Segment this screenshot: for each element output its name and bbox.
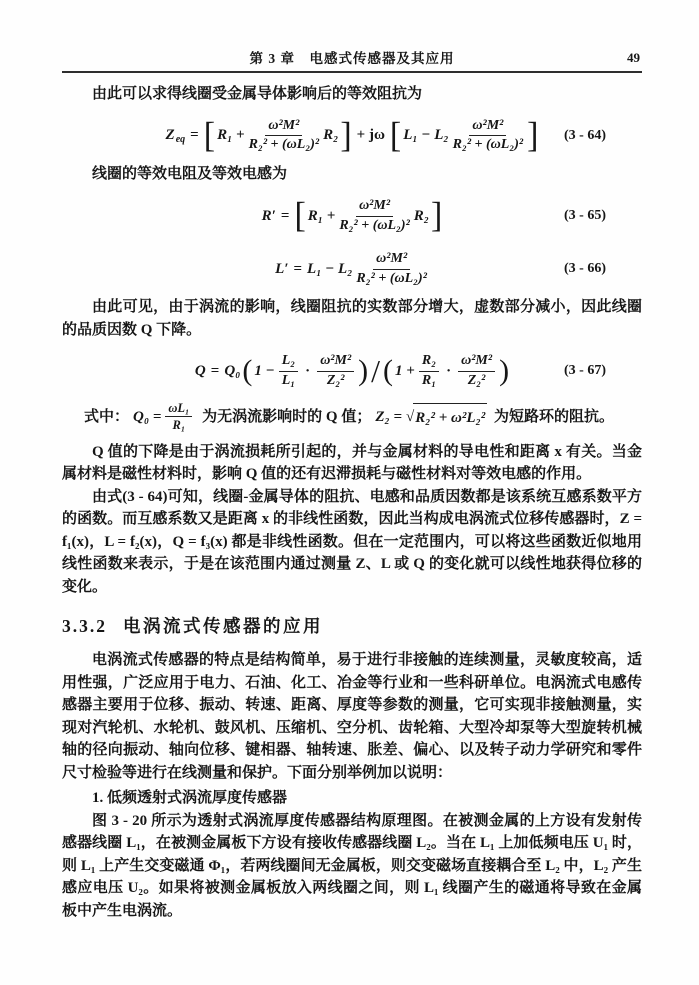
fraction-numerator: ω²M² <box>265 118 302 136</box>
fraction <box>249 118 319 153</box>
page-number: 49 <box>627 50 640 65</box>
math-term: R₂ <box>413 207 430 224</box>
fraction-denominator: Z₂² <box>467 372 486 388</box>
fraction-numerator: ω²M² <box>373 251 410 269</box>
equation-3-64 <box>62 111 642 161</box>
equation-3-66-body <box>274 251 430 286</box>
paragraph-fig320: 图 3 - 20 所示为透射式涡流厚度传感器结构原理图。在被测金属的上方设有发射传感器线圈 L₁，在被测金属板下方设有接收传感器线圈 L₂。当在 L₁ 上加低频电压 U₁ 时，则 L₁ 上产生交变磁通 Φ₁，若两线圈间无金属板，则交变磁场直接耦合至 L₂ 中，L₂ 产生感应电压 U₂。如果将被测金属板放入两线圈之间，则 L₁ 线圈产生的磁通将导致在金属板中产生电涡流。 <box>62 812 642 919</box>
fraction-numerator: ω²M² <box>469 118 506 136</box>
math-symbol: L′ <box>275 260 289 277</box>
paragraph-q-loss: Q 值的下降是由于涡流损耗所引起的，并与金属材料的导电性和距离 x 有关。当金属材料是磁性材料时，影响 Q 值的还有迟滞损耗与磁性材料对等效电感的作用。 <box>62 443 642 483</box>
radical-sign: √ <box>406 408 415 425</box>
inline-math-q0 <box>132 401 195 433</box>
section-title: 电涡流式传感器的应用 <box>123 616 323 637</box>
equals-sign: = <box>210 362 220 379</box>
equation-3-65-body: R′ = [ R₁ + $\frac{\text{ω²M²}}{\text{R₂² + (ωL₂)²}}$ R₂ ] <box>261 196 443 235</box>
sqrt-content: R₂² + ω²L₂² <box>413 403 487 430</box>
equation-3-65 <box>62 192 642 240</box>
fraction-denominator: R₂² + (ωL₂)² <box>452 137 524 152</box>
fraction <box>453 118 523 153</box>
equals-sign: = <box>280 207 290 224</box>
inline-math-z2 <box>374 403 487 430</box>
equation-number: (3 - 67) <box>564 363 606 378</box>
fraction <box>419 353 439 388</box>
math-symbol: R′ <box>261 207 276 224</box>
math-term: Q₀ = <box>133 408 162 425</box>
header-rule <box>62 71 642 73</box>
item-heading-1: 1. 低频透射式涡流厚度传感器 <box>92 790 288 807</box>
equation-3-66 <box>62 246 642 292</box>
math-subscript: eq <box>175 134 186 145</box>
fraction-denominator: R₂² + (ωL₂)² <box>339 217 410 233</box>
fraction-numerator: ω²M² <box>458 353 495 371</box>
math-term: Z₂ = <box>375 408 403 425</box>
equation-number: (3 - 66) <box>564 261 606 276</box>
math-term: R₂ <box>323 127 339 143</box>
fraction <box>279 353 298 388</box>
math-term: 1 + <box>395 362 415 379</box>
fraction <box>339 198 409 233</box>
where-tail-text: 为短路环的阻抗。 <box>490 408 615 425</box>
page-content <box>62 0 642 922</box>
paragraph-q-drop: 由此可见，由于涡流的影响，线圈阻抗的实数部分增大，虚数部分减小，因此线圈的品质因数 Q 下降。 <box>62 299 642 338</box>
fraction-denominator: Z₂² <box>326 372 345 388</box>
fraction-denominator: L₁ <box>281 372 296 388</box>
math-symbol: Z <box>165 127 175 143</box>
math-operator: + jω <box>356 127 385 143</box>
math-term: R₁ + <box>217 127 245 143</box>
math-term: 1 − <box>254 362 275 379</box>
fraction-numerator: ω²M² <box>356 198 393 216</box>
paragraph-intro-zeq: 由此可以求得线圈受金属导体影响后的等效阻抗为 <box>92 86 423 102</box>
fraction-numerator: ω²M² <box>317 353 354 371</box>
fraction-numerator: L₂ <box>279 353 298 371</box>
section-heading-332 <box>62 613 642 638</box>
paragraph-nonlinear: 由式(3 - 64)可知，线圈-金属导体的阻抗、电感和品质因数都是该系统互感系数平方的函数。而互感系数又是距离 x 的非线性函数，因此当构成电涡流式位移传感器时，Z = f₁(x)，L = f₂(x)，Q = f₃(x) 都是非线性函数。但在一定范围内，可以将这些函数近似地用线性函数来表示，于是在该范围内通过测量 Z、L 或 Q 的变化就可以线性地获得位移的变化。 <box>62 488 642 595</box>
fraction <box>165 401 192 433</box>
fraction-denominator: R₂² + (ωL₂)² <box>356 270 427 286</box>
where-mid-text: 为无涡流影响时的 Q 值； <box>198 408 372 425</box>
math-symbol: Q <box>194 362 206 379</box>
math-term: L₁ − L₂ <box>403 127 449 143</box>
multiply-dot: · <box>305 362 311 379</box>
fraction-numerator: R₂ <box>419 353 439 371</box>
paragraph-intro-rl: 线圈的等效电阻及等效电感为 <box>92 165 288 182</box>
page-header <box>62 47 642 67</box>
fraction <box>317 353 354 388</box>
equals-sign: = <box>190 127 199 143</box>
equation-3-64-body: Z eq = [ R₁ + $\frac{\text{ω²M²}}{\text{R₂² + (ωL₂)²}}$ R₂ ] + jω [ L₁ − L₂ $\frac{\text{ω²M²}}{\text{R₂² + (ωL₂)²}}$ ] <box>165 115 539 155</box>
equation-3-67 <box>62 347 642 395</box>
fraction <box>356 251 426 286</box>
section-number: 3.3.2 <box>62 616 107 637</box>
fraction <box>458 353 495 388</box>
chapter-title: 第 3 章 电感式传感器及其应用 <box>249 51 455 66</box>
where-definition-line <box>62 401 642 433</box>
math-term: R₁ + <box>307 207 336 224</box>
equals-sign: = <box>293 260 303 277</box>
paragraph-applications: 电涡流式传感器的特点是结构简单，易于进行非接触的连续测量，灵敏度较高，适用性强，广泛应用于电力、石油、化工、冶金等行业和一些科研单位。电涡流式电感传感器主要用于位移、振动、转速、距离、厚度等参数的测量，它可实现非接触测量，实现对汽轮机、水轮机、鼓风机、压缩机、空分机、齿轮箱、大型冷却泵等大型旋转机械轴的径向振动、轴向位移、键相器、轴转速、胀差、偏心、以及转子动力学研究和零件尺寸检验等进行在线测量和保护。下面分别举例加以说明： <box>62 652 642 781</box>
math-term: Q₀ <box>224 362 241 379</box>
equation-number: (3 - 64) <box>564 127 606 143</box>
equation-3-67-body: Q = Q₀ ( 1 − $\frac{\text{L₂}}{\text{L₁}}$ · $\frac{\text{ω²M²}}{\text{Z₂²}}$ ) / ( 1 + $\frac{\text{R₂}}{\text{R₁}}$ · $\frac{\text{ω²M²}}{\text{Z₂²}}$ ) <box>194 353 510 389</box>
math-term: L₁ − L₂ <box>307 260 353 277</box>
fraction-denominator: R₁ <box>421 372 437 388</box>
fraction-denominator: R₁ <box>172 418 186 433</box>
equation-number: (3 - 65) <box>564 208 606 223</box>
fraction-denominator: R₂² + (ωL₂)² <box>248 137 320 152</box>
multiply-dot: · <box>446 362 452 379</box>
fraction-numerator: ωL₁ <box>165 401 192 417</box>
where-lead: 式中： <box>84 408 130 425</box>
